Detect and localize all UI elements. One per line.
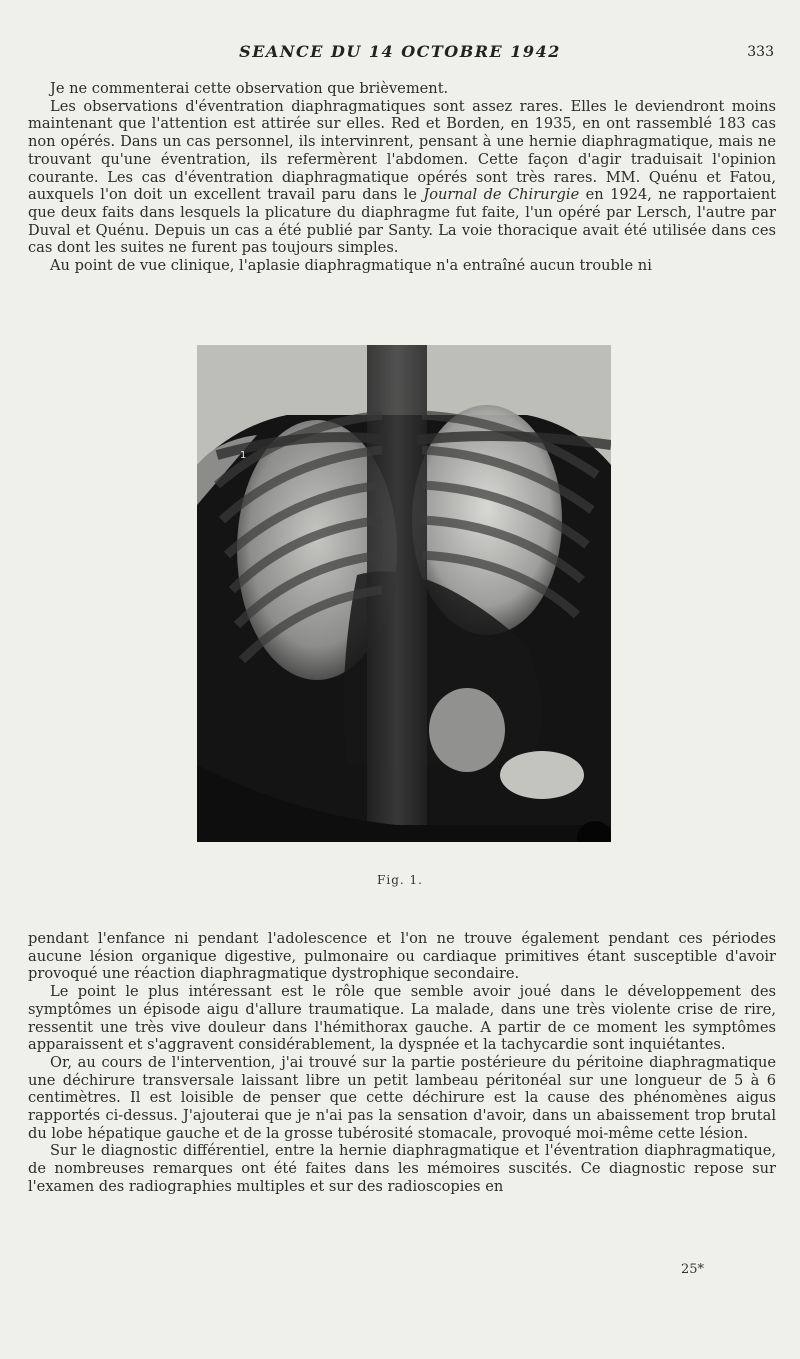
paragraph-text: en 1924, ne rapportaient que deux faits dans lesquels la plicature du diaphragme fut faite, l'un opéré par Lersch, l'autre par Duval et Quénu. Depuis un cas a été publié par Santy. La voie thoracique avait été utilisée dans ces cas dont les suites ne furent pas toujours simples. — [28, 186, 777, 257]
paragraph-text: Les observations d'éventration diaphragmatiques sont assez rares. Elles le deviendront moins maintenant que l'attention est attirée sur elles. Red et Borden, en 1935, en ont rassemblé 183 cas non opérés. Dans un cas personnel, ils intervinrent, pensant à une hernie diaphragmatique, mais ne trouvant qu'une éventration, ils refermèrent l'abdomen. Cette façon d'agir traduisait l'opinion courante. Les cas d'éventration diaphragmatique opérés sont très rares. MM. Quénu et Fatou, auxquels l'on doit un excellent travail paru dans le — [28, 97, 776, 204]
running-title: SEANCE DU 14 OCTOBRE 1942 — [239, 42, 561, 61]
signature-mark: 25* — [680, 1262, 704, 1277]
page-number: 333 — [747, 44, 774, 60]
paragraph: Au point de vue clinique, l'aplasie diaphragmatique n'a entraîné aucun trouble ni — [50, 257, 652, 275]
paragraph — [28, 98, 776, 257]
paragraph: Le point le plus intéressant est le rôle que semble avoir joué dans le développement des symptômes un épisode aigu d'allure traumatique. La malade, dans une très violente crise de rire, ressentit une très vive douleur dans l'hémithorax gauche. A partir de ce moment les symptômes apparaissent et s'aggravent considérablement, la dyspnée et la tachycardie sont inquiétantes. — [28, 983, 776, 1054]
figure-marker: 1 — [240, 450, 247, 461]
paragraph: pendant l'enfance ni pendant l'adolescence et l'on ne trouve également pendant ces périodes aucune lésion organique digestive, pulmonaire ou cardiaque primitives étant susceptible d'avoir provoqué une réaction diaphragmatique dystrophique secondaire. — [28, 930, 776, 983]
journal-title: Journal de Chirurgie — [423, 186, 580, 204]
figure-caption: Fig. 1. — [377, 873, 423, 887]
paragraph: Je ne commenterai cette observation que brièvement. — [50, 80, 449, 97]
radiograph-image — [197, 345, 611, 842]
paragraph: Sur le diagnostic différentiel, entre la hernie diaphragmatique et l'éventration diaphragmatique, de nombreuses remarques ont été faites dans les mémoires suscités. Ce diagnostic repose sur l'examen des radiographies multiples et sur des radioscopies en — [28, 1142, 776, 1195]
text-block-bottom — [28, 930, 776, 1196]
paragraph: Or, au cours de l'intervention, j'ai trouvé sur la partie postérieure du péritoine diaphragmatique une déchirure transversale laissant libre un petit lambeau péritonéal sur une longueur de 5 à 6 centimètres. Il est loisible de penser que cette déchirure est la cause des phénomènes aigus rapportés ci-dessus. J'ajouterai que je n'ai pas la sensation d'avoir, dans un abaissement trop brutal du lobe hépatique gauche et de la grosse tubérosité stomacale, provoqué moi-même cette lésion. — [28, 1053, 776, 1142]
chest-radiograph-figure — [197, 345, 611, 842]
text-block-top — [28, 80, 776, 275]
page-header — [0, 42, 800, 66]
